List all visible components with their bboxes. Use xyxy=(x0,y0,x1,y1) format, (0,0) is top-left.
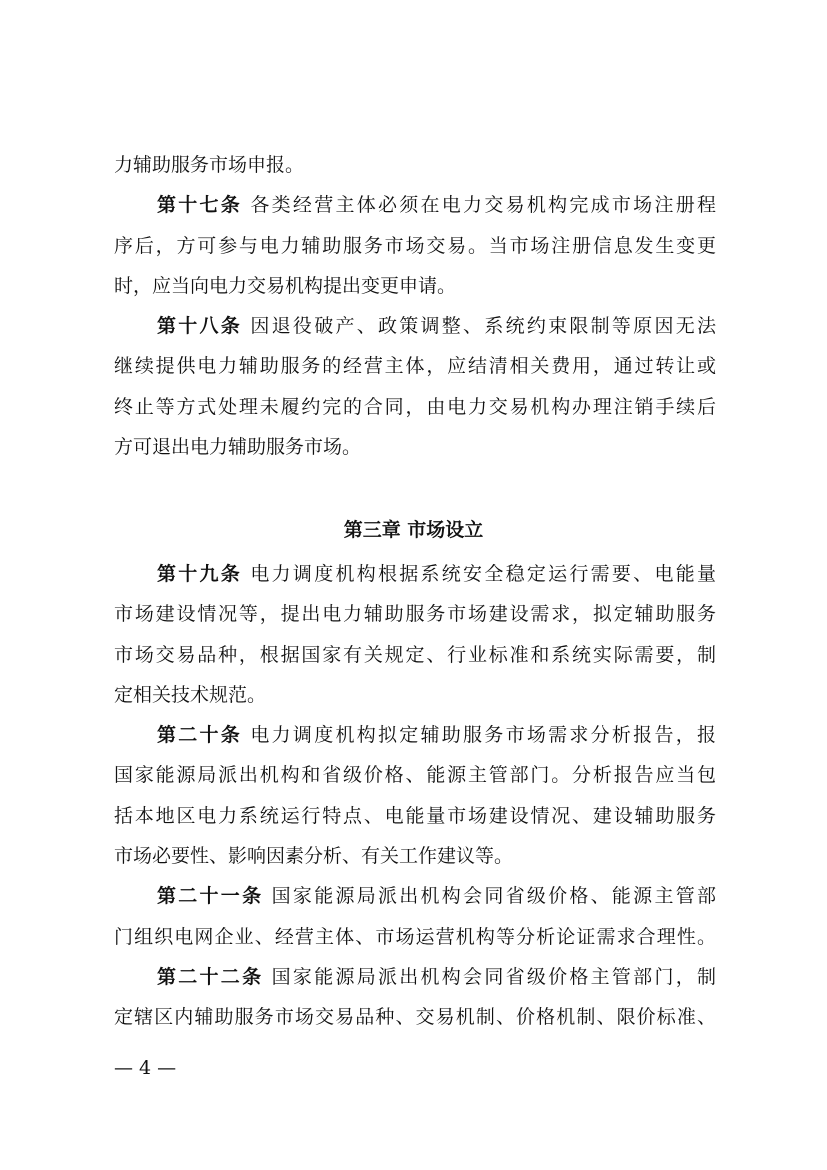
text-line: 力辅助服务市场申报。 xyxy=(114,154,305,176)
article-heading: 第二十二条 xyxy=(157,966,264,988)
article-20-line: 第二十条 电力调度机构拟定辅助服务市场需求分析报告，报 xyxy=(157,724,716,746)
page-number: — 4 — xyxy=(114,1057,177,1079)
text-line: 门组织电网企业、经营主体、市场运营机构等分析论证需求合理性。 xyxy=(114,926,716,948)
article-heading: 第十九条 xyxy=(157,563,243,585)
text-line: 市场交易品种，根据国家有关规定、行业标准和系统实际需要，制 xyxy=(114,644,716,666)
text-line: 括本地区电力系统运行特点、电能量市场建设情况、建设辅助服务 xyxy=(114,805,716,827)
text-line: 定相关技术规范。 xyxy=(114,684,267,706)
article-heading: 第十八条 xyxy=(157,315,243,337)
text-line: 市场建设情况等，提出电力辅助服务市场建设需求，拟定辅助服务 xyxy=(114,603,716,625)
text-line: 序后，方可参与电力辅助服务市场交易。当市场注册信息发生变更 xyxy=(114,235,716,257)
article-19-line: 第十九条 电力调度机构根据系统安全稳定运行需要、电能量 xyxy=(157,563,716,585)
text-line: 市场必要性、影响因素分析、有关工作建议等。 xyxy=(114,845,514,867)
article-heading: 第十七条 xyxy=(157,194,243,216)
article-17-line: 第十七条 各类经营主体必须在电力交易机构完成市场注册程 xyxy=(157,194,716,216)
article-heading: 第二十一条 xyxy=(157,885,264,907)
text-line: 时，应当向电力交易机构提出变更申请。 xyxy=(114,275,457,297)
text-line: 定辖区内辅助服务市场交易品种、交易机制、价格机制、限价标准、 xyxy=(114,1006,716,1028)
chapter-title: 第三章 市场设立 xyxy=(343,519,484,541)
article-21-line: 第二十一条 国家能源局派出机构会同省级价格、能源主管部 xyxy=(157,885,716,907)
article-heading: 第二十条 xyxy=(157,724,243,746)
text-line: 继续提供电力辅助服务的经营主体，应结清相关费用，通过转让或 xyxy=(114,355,716,377)
article-18-line: 第十八条 因退役破产、政策调整、系统约束限制等原因无法 xyxy=(157,315,716,337)
text-line: 国家能源局派出机构和省级价格、能源主管部门。分析报告应当包 xyxy=(114,764,716,786)
text-line: 终止等方式处理未履约完的合同，由电力交易机构办理注销手续后 xyxy=(114,396,716,418)
article-22-line: 第二十二条 国家能源局派出机构会同省级价格主管部门，制 xyxy=(157,966,716,988)
text-line: 方可退出电力辅助服务市场。 xyxy=(114,436,362,458)
